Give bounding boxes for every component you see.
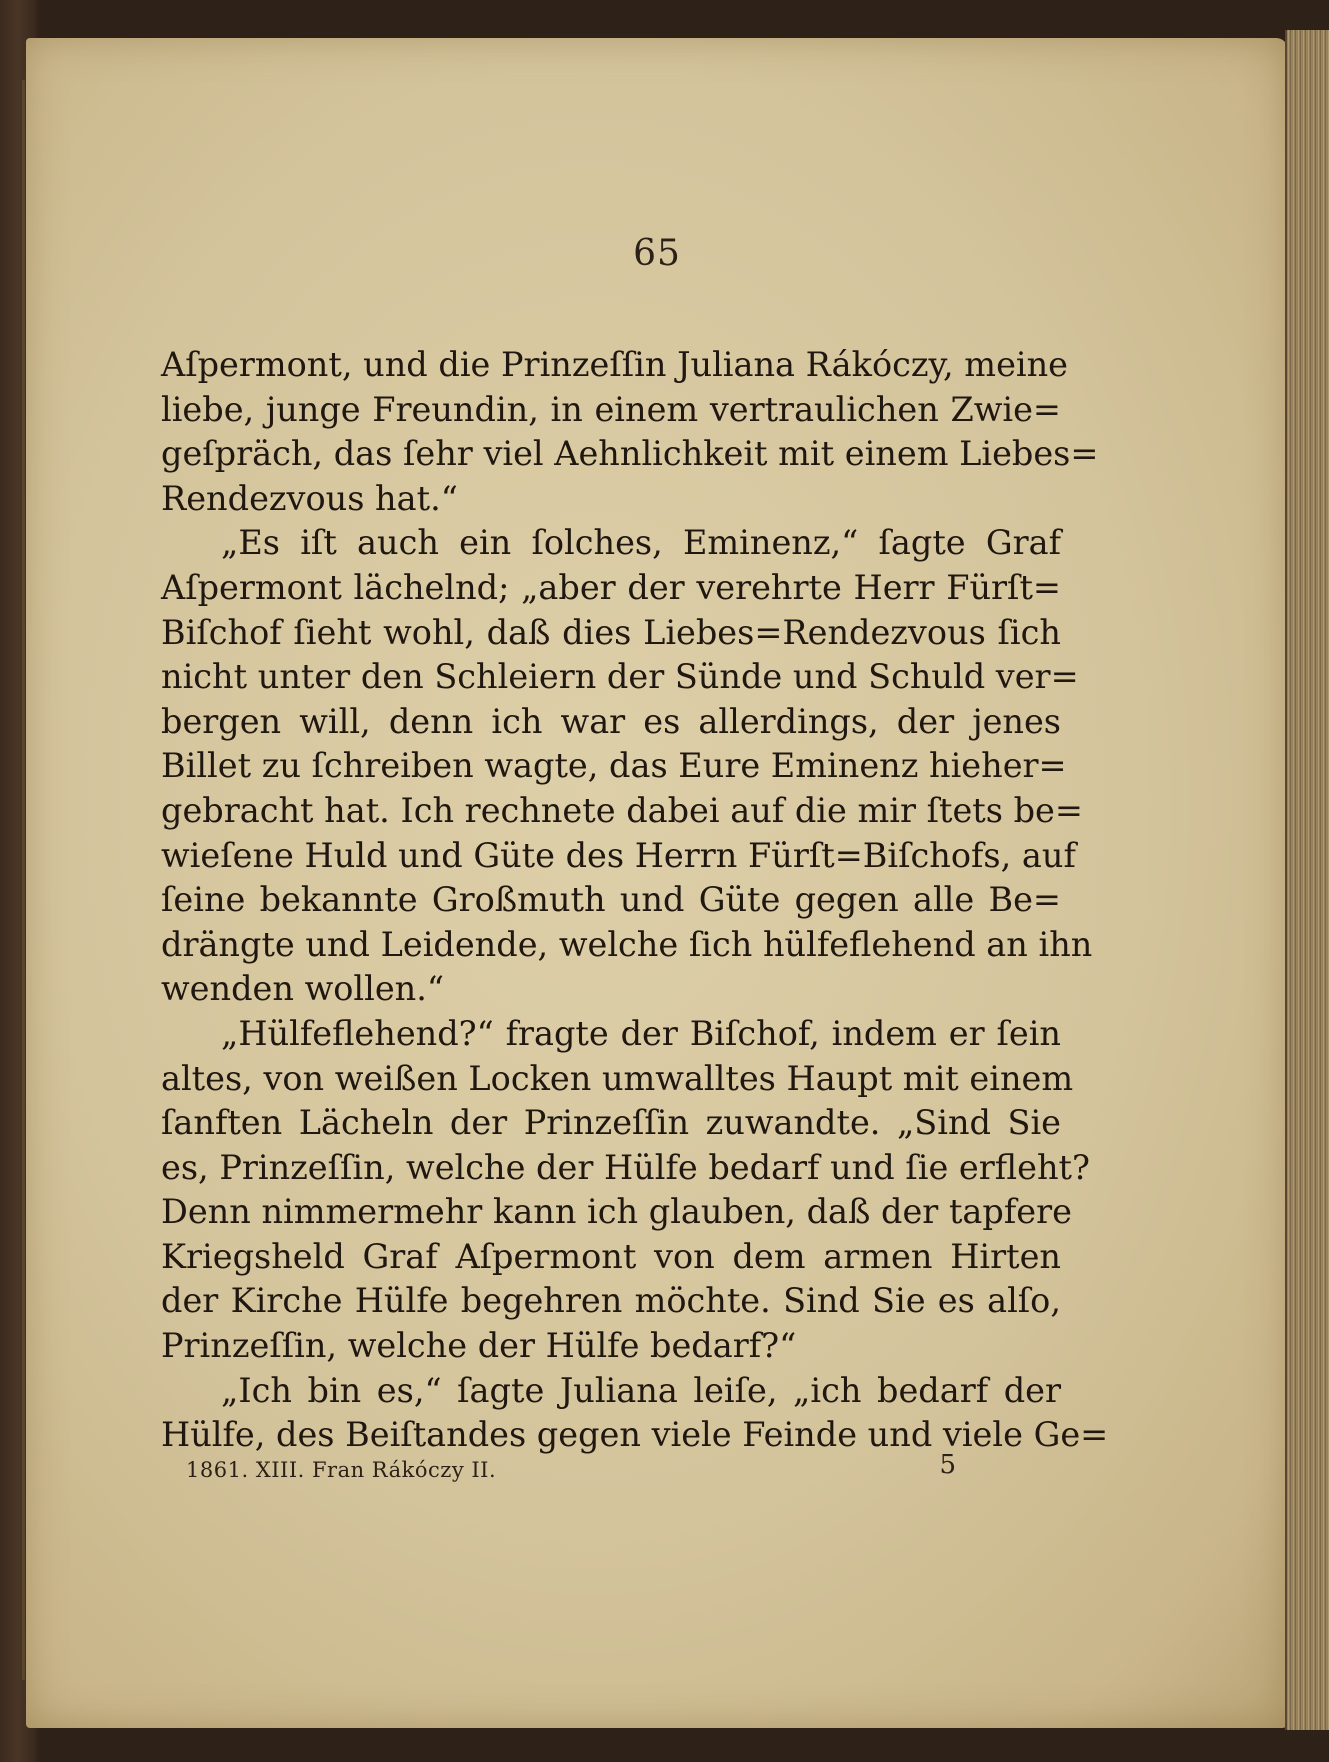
text-line: Biſchof ſieht wohl, daß dies Liebes=Rendezvous ſich xyxy=(161,612,1061,652)
text-line: Kriegsheld Graf Aſpermont von dem armen Hirten xyxy=(161,1236,1061,1276)
text-line: Aſpermont, und die Prinzeſſin Juliana Rákóczy, meine xyxy=(161,345,1069,384)
text-line: altes, von weißen Locken umwalltes Haupt mit einem xyxy=(161,1058,1074,1098)
text-line: Rendezvous hat.“ xyxy=(161,478,458,518)
text-line: der Kirche Hülfe begehren möchte. Sind Sie es alſo, xyxy=(161,1281,1061,1321)
text-line: nicht unter den Schleiern der Sünde und Schuld ver= xyxy=(161,657,1079,697)
text-line: „Hülfeflehend?“ fragte der Biſchof, indem er ſein xyxy=(221,1013,1061,1053)
text-line: Denn nimmermehr kann ich glauben, daß der tapfere xyxy=(161,1192,1072,1232)
text-line: liebe, junge Freundin, in einem vertraulichen Zwie= xyxy=(161,389,1061,429)
page-edges xyxy=(1285,30,1329,1730)
printer-signature: 1861. XIII. Fran Rákóczy II. xyxy=(186,1458,497,1482)
page-number: 65 xyxy=(633,233,681,274)
text-line: ſanften Lächeln der Prinzeſſin zuwandte. „Sind Sie xyxy=(161,1103,1061,1143)
spine-shadow xyxy=(22,80,25,1680)
text-line: Hülfe, des Beiſtandes gegen viele Feinde und viele Ge= xyxy=(161,1415,1109,1455)
text-line: geſpräch, das ſehr viel Aehnlichkeit mit einem Liebes= xyxy=(161,434,1099,474)
text-line: „Ich bin es,“ ſagte Juliana leiſe, „ich bedarf der xyxy=(221,1370,1061,1410)
text-line: wenden wollen.“ xyxy=(161,969,445,1009)
sheet-number: 5 xyxy=(939,1450,956,1480)
text-line: Aſpermont lächelnd; „aber der verehrte Herr Fürſt= xyxy=(161,567,1061,607)
text-line: Billet zu ſchreiben wagte, das Eure Eminenz hieher= xyxy=(161,746,1067,786)
text-line: drängte und Leidende, welche ſich hülfeflehend an ihn xyxy=(161,924,1093,964)
text-line: wieſene Huld und Güte des Herrn Fürſt=Biſchofs, auf xyxy=(161,835,1076,875)
text-line: es, Prinzeſſin, welche der Hülfe bedarf und ſie erfleht? xyxy=(161,1147,1090,1187)
text-line: Prinzeſſin, welche der Hülfe bedarf?“ xyxy=(161,1326,797,1366)
book-page xyxy=(26,38,1288,1728)
text-line: bergen will, denn ich war es allerdings, der jenes xyxy=(161,701,1061,741)
body-text xyxy=(161,343,1109,1458)
text-line: gebracht hat. Ich rechnete dabei auf die mir ſtets be= xyxy=(161,790,1083,830)
text-line: „Es iſt auch ein ſolches, Eminenz,“ ſagte Graf xyxy=(221,523,1061,563)
text-line: ſeine bekannte Großmuth und Güte gegen alle Be= xyxy=(161,880,1061,920)
